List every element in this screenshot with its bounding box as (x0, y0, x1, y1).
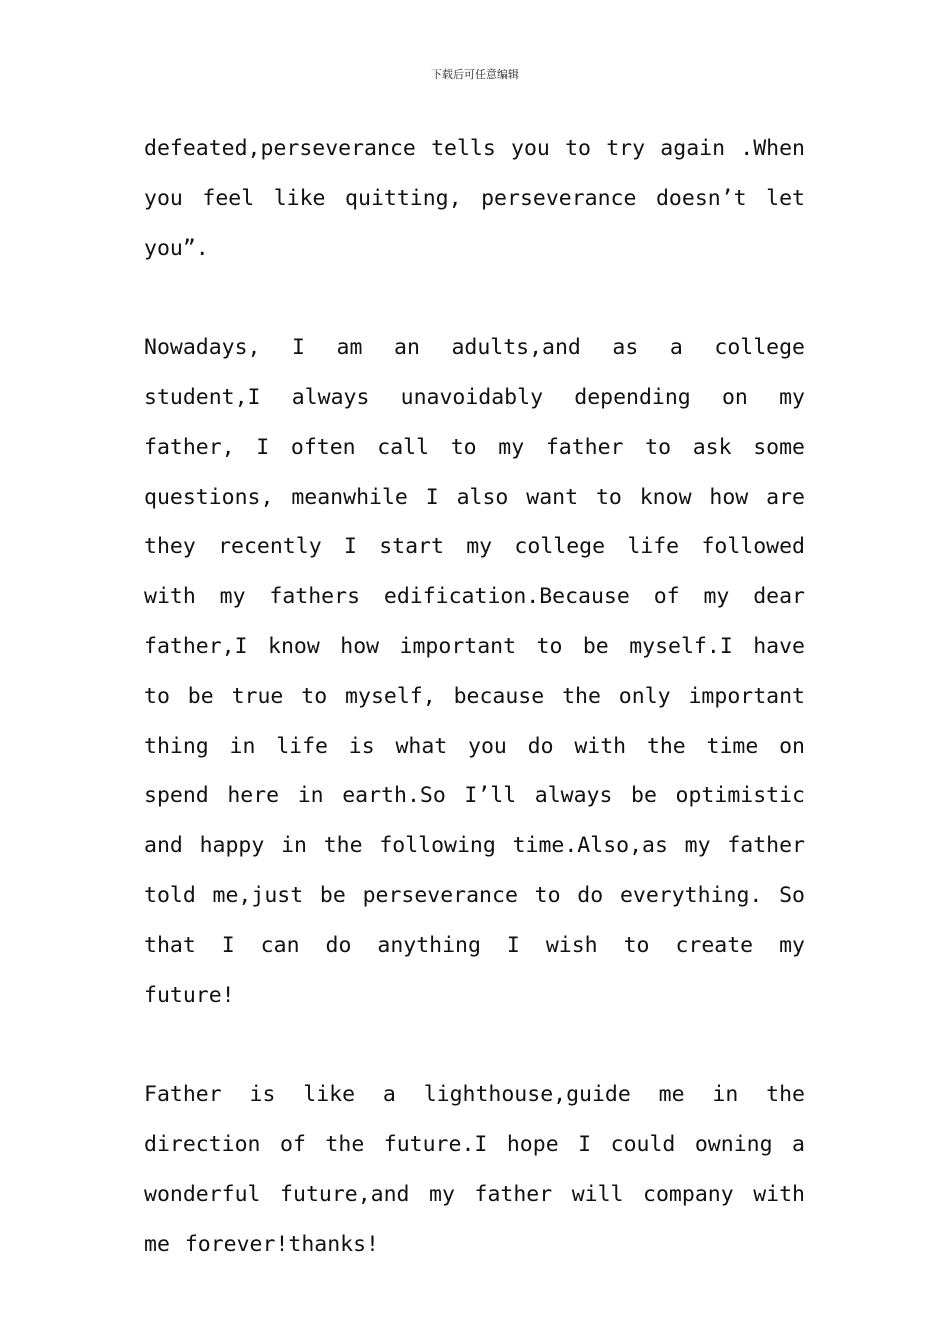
paragraph-lighthouse: Father is like a lighthouse,guide me in the direction of the future.I hope I could owning a wonderful future,and my father will company with me forever!thanks! (144, 1082, 805, 1257)
paragraph-college-life: Nowadays, I am an adults,and as a college student,I always unavoidably depending on my father, I often call to my father to ask some questions, meanwhile I also want to know how are they recently I start my college life followed with my fathers edification.Because of my dear father,I know how important to be myself.I have to be true to myself, because the only important thing in life is what you do with the time on spend here in earth.So I’ll always be optimistic and happy in the following time.Also,as my father told me,just be perseverance to do everything. So that I can do anything I wish to create my future! (144, 335, 805, 1008)
paragraph-continuation: defeated,perseverance tells you to try again .When you feel like quitting, perseverance doesn’t let you”. (144, 136, 805, 261)
document-body (144, 124, 805, 1269)
page-header: 下载后可任意编辑 (431, 68, 519, 81)
